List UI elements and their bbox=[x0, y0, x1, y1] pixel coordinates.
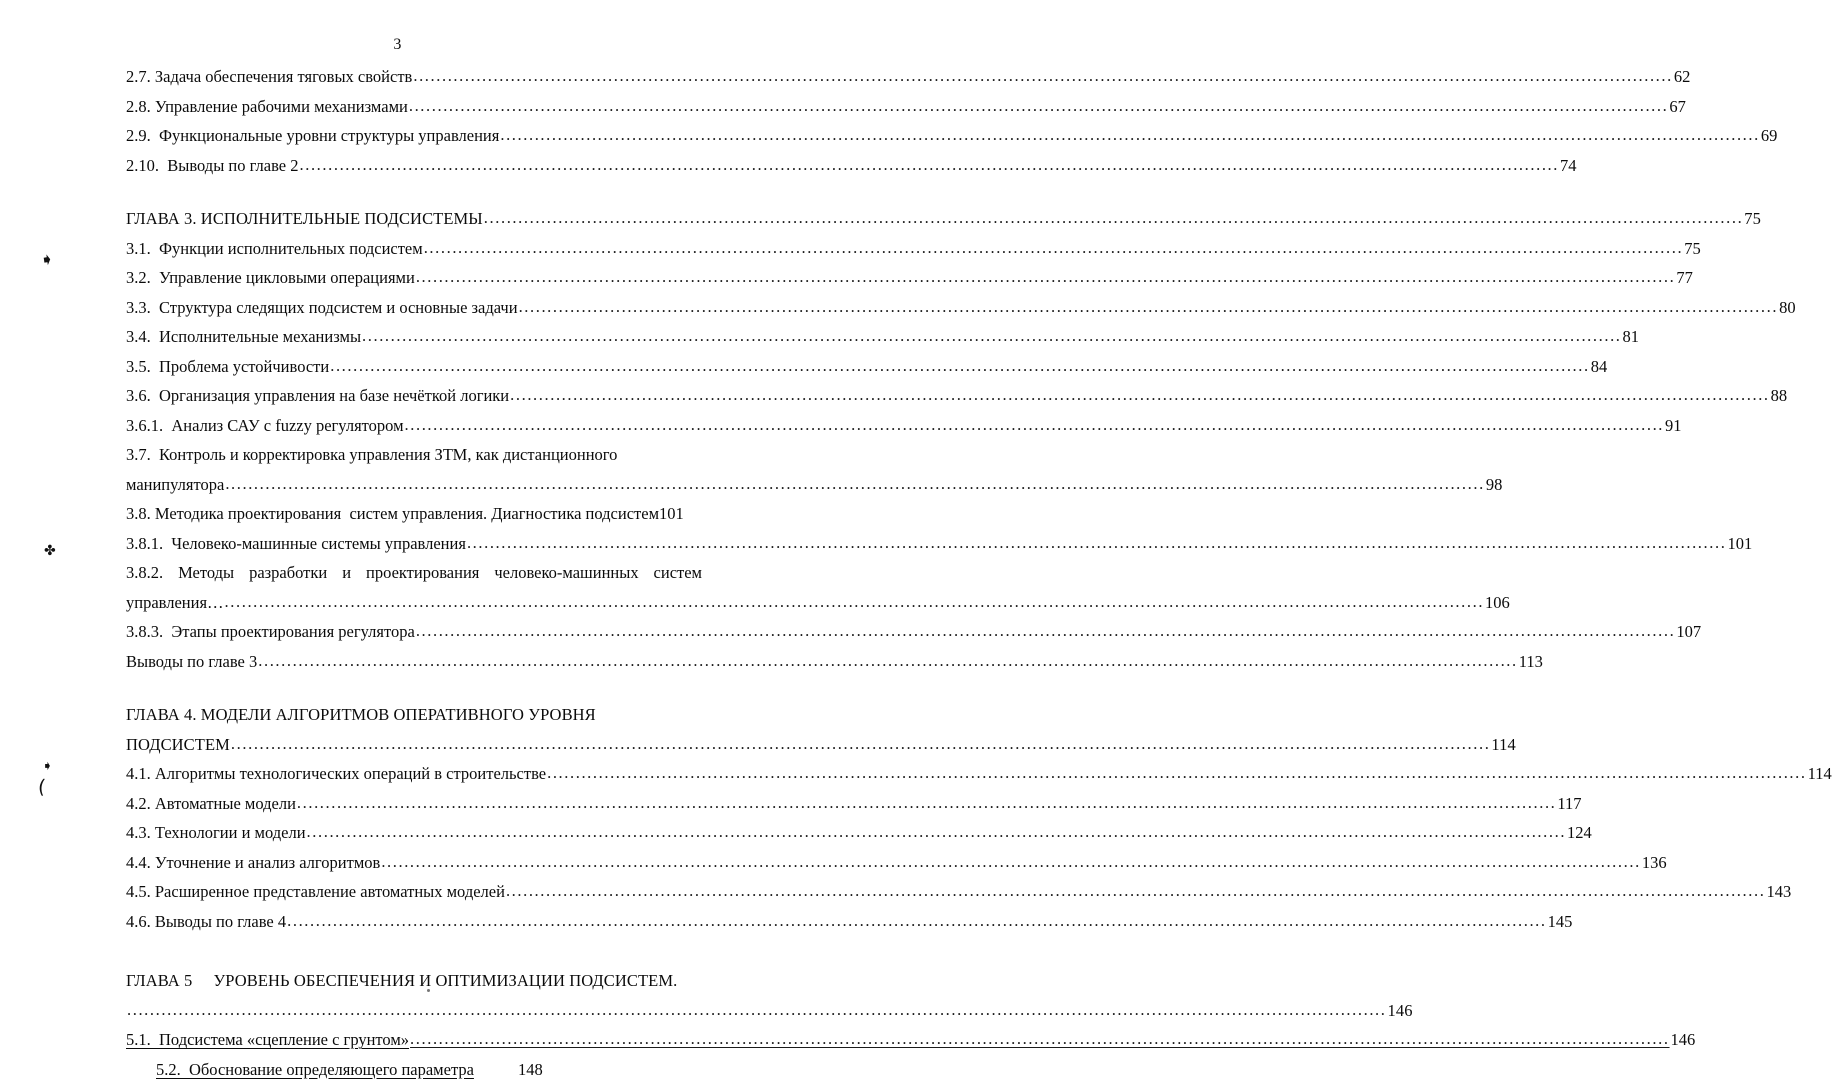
toc-entry-label: 3.8. Методика проектирования систем управления. Диагностика подсистем bbox=[126, 499, 659, 529]
dot-leader: ............................................................................................................................................................................................................................ bbox=[424, 233, 1684, 263]
toc-entry-page: 106 bbox=[1485, 588, 1510, 618]
dot-leader: ............................................................................................................................................................................................................................ bbox=[330, 351, 1590, 381]
toc-entry-label: 3.6. Организация управления на базе нечёткой логики bbox=[126, 381, 509, 411]
toc-entry-label: 3.7. Контроль и корректировка управления ЗТМ, как дистанционного bbox=[126, 440, 617, 470]
toc-entry-label: 5.1. Подсистема «сцепление с грунтом» bbox=[126, 1025, 409, 1055]
dot-leader: ............................................................................................................................................................................................................................ bbox=[484, 203, 1744, 233]
toc-entry-page: 84 bbox=[1591, 352, 1608, 382]
toc-chapter-page: 114 bbox=[1491, 730, 1515, 760]
toc-entry-word: разработки bbox=[249, 558, 327, 588]
toc-entry-3-5[interactable] bbox=[126, 352, 702, 382]
toc-entry-label: 4.4. Уточнение и анализ алгоритмов bbox=[126, 848, 380, 878]
toc-entry-label: 4.6. Выводы по главе 4 bbox=[126, 907, 286, 937]
toc-entry-page: 62 bbox=[1674, 62, 1691, 92]
toc-entry-page: 117 bbox=[1557, 789, 1581, 819]
toc-entry-3-8-2-line2[interactable] bbox=[126, 588, 702, 618]
toc-chapter-3[interactable] bbox=[126, 204, 702, 234]
toc-chapter-label-continued: ПОДСИСТЕМ bbox=[126, 730, 230, 760]
toc-entry-label-continued: управления… bbox=[126, 588, 224, 618]
toc-entry-5-1[interactable] bbox=[126, 1025, 702, 1055]
toc-entry-page: 69 bbox=[1761, 121, 1778, 151]
margin-ink-mark-1: ➧ bbox=[39, 251, 55, 270]
toc-entry-3-6[interactable] bbox=[126, 381, 702, 411]
dot-leader: ............................................................................................................................................................................................................................ bbox=[362, 321, 1622, 351]
toc-entry-label: Выводы по главе 3 bbox=[126, 647, 257, 677]
toc-entry-2-10[interactable] bbox=[126, 151, 702, 181]
toc-entry-word: Методы bbox=[178, 558, 234, 588]
toc-entry-3-8-2[interactable] bbox=[126, 558, 702, 588]
margin-ink-mark-2: ✤ bbox=[44, 544, 56, 558]
toc-entry-word: систем bbox=[654, 558, 702, 588]
dot-leader: ............................................................................................................................................................................................................................ bbox=[500, 120, 1760, 150]
toc-chapter-5-line2[interactable] bbox=[126, 996, 702, 1026]
margin-ink-mark-3: ➧ bbox=[42, 760, 53, 773]
toc-entry-word: 3.8.2. bbox=[126, 558, 163, 588]
toc-entry-page: 91 bbox=[1665, 411, 1682, 441]
dot-leader: ............................................................................................................................................................................................................................ bbox=[519, 292, 1779, 322]
toc-entry-3-4[interactable] bbox=[126, 322, 702, 352]
toc-entry-page: 114 bbox=[1808, 759, 1832, 789]
toc-entry-page: 145 bbox=[1548, 907, 1573, 937]
section-gap bbox=[126, 676, 702, 700]
toc-entry-page: 77 bbox=[1676, 263, 1693, 293]
toc-entry-page: 88 bbox=[1771, 381, 1788, 411]
dot-leader: ............................................................................................................................................................................................................................ bbox=[547, 758, 1807, 788]
toc-entry-label: 3.5. Проблема устойчивости bbox=[126, 352, 329, 382]
toc-entry-3-8-3[interactable] bbox=[126, 617, 702, 647]
toc-entry-page: 101 bbox=[1727, 529, 1752, 559]
toc-entry-page: 67 bbox=[1669, 92, 1686, 122]
dot-leader: ............................................................................................................................................................................................................................ bbox=[409, 91, 1669, 121]
toc-entry-page: 124 bbox=[1567, 818, 1592, 848]
dot-leader: ............................................................................................................................................................................................................................ bbox=[297, 788, 1557, 818]
toc-entry-page: 75 bbox=[1684, 234, 1701, 264]
toc-entry-4-5[interactable] bbox=[126, 877, 702, 907]
toc-entry-3-2[interactable] bbox=[126, 263, 702, 293]
toc-entry-2-7[interactable] bbox=[126, 62, 702, 92]
dot-leader: ............................................................................................................................................................................................................................ bbox=[413, 61, 1673, 91]
toc-entry-word: проектирования bbox=[366, 558, 479, 588]
toc-entry-label: 4.5. Расширенное представление автоматных моделей bbox=[126, 877, 505, 907]
toc-entry-page: 74 bbox=[1560, 151, 1577, 181]
toc-chapter-5-line1[interactable] bbox=[126, 966, 702, 996]
toc-entry-3-7-line2[interactable] bbox=[126, 470, 702, 500]
toc-entry-label: 3.2. Управление цикловыми операциями bbox=[126, 263, 415, 293]
toc-entry-page: 113 bbox=[1519, 647, 1543, 677]
toc-entry-chapter3-conclusions[interactable] bbox=[126, 647, 702, 677]
toc-entry-label: 2.10. Выводы по главе 2 bbox=[126, 151, 299, 181]
toc-entry-page: 80 bbox=[1779, 293, 1796, 323]
toc-entry-4-6[interactable] bbox=[126, 907, 702, 937]
toc-chapter-page: 146 bbox=[1388, 996, 1413, 1026]
toc-entry-page: 98 bbox=[1486, 470, 1503, 500]
toc-entry-label: 3.4. Исполнительные механизмы bbox=[126, 322, 361, 352]
toc-chapter-label: ГЛАВА 5 УРОВЕНЬ ОБЕСПЕЧЕНИЯ И ОПТИМИЗАЦИИ ПОДСИСТЕМ. bbox=[126, 966, 677, 996]
toc-chapter-label: ГЛАВА 4. МОДЕЛИ АЛГОРИТМОВ ОПЕРАТИВНОГО УРОВНЯ bbox=[126, 700, 596, 730]
document-page bbox=[0, 0, 795, 1022]
toc-entry-label-continued: манипулятора bbox=[126, 470, 224, 500]
toc-entry-3-3[interactable] bbox=[126, 293, 702, 323]
toc-entry-word: человеко-машинных bbox=[494, 558, 638, 588]
dot-leader: ............................................................................................................................................................................................................................ bbox=[410, 1024, 1670, 1054]
dot-leader: ............................................................................................................................................................................................................................ bbox=[127, 995, 1387, 1025]
toc-chapter-label: ГЛАВА 3. ИСПОЛНИТЕЛЬНЫЕ ПОДСИСТЕМЫ bbox=[126, 204, 483, 234]
toc-entry-label: 3.1. Функции исполнительных подсистем bbox=[126, 234, 423, 264]
toc-entry-label: 2.8. Управление рабочими механизмами bbox=[126, 92, 408, 122]
toc-entry-page: 143 bbox=[1766, 877, 1791, 907]
section-gap bbox=[126, 180, 702, 204]
toc-entry-3-1[interactable] bbox=[126, 234, 702, 264]
dot-leader: ............................................................................................................................................................................................................................ bbox=[225, 587, 1485, 617]
toc-chapter-page: 75 bbox=[1744, 204, 1761, 234]
toc-entry-2-8[interactable] bbox=[126, 92, 702, 122]
dot-leader: ............................................................................................................................................................................................................................ bbox=[300, 150, 1560, 180]
page-number: 3 bbox=[0, 36, 795, 54]
toc-chapter-4-line1[interactable] bbox=[126, 700, 702, 730]
toc-entry-label: 3.3. Структура следящих подсистем и основные задачи bbox=[126, 293, 518, 323]
toc-entry-label: 2.9. Функциональные уровни структуры управления bbox=[126, 121, 499, 151]
toc-entry-label: 2.7. Задача обеспечения тяговых свойств bbox=[126, 62, 412, 92]
toc-entry-page: 81 bbox=[1623, 322, 1640, 352]
dot-leader: ............................................................................................................................................................................................................................ bbox=[258, 646, 1518, 676]
dot-leader: ............................................................................................................................................................................................................................ bbox=[405, 410, 1665, 440]
toc-entry-5-2[interactable] bbox=[126, 1055, 702, 1084]
toc-entry-4-2[interactable] bbox=[126, 789, 702, 819]
toc-entry-page: 148 bbox=[474, 1055, 543, 1084]
toc-entry-3-8-1[interactable] bbox=[126, 529, 702, 559]
toc-entry-4-1[interactable] bbox=[126, 759, 702, 789]
dot-leader: ............................................................................................................................................................................................................................ bbox=[416, 616, 1676, 646]
toc-entry-label: 4.1. Алгоритмы технологических операций в строительстве bbox=[126, 759, 546, 789]
toc-entry-2-9[interactable] bbox=[126, 121, 702, 151]
dot-leader: ............................................................................................................................................................................................................................ bbox=[231, 729, 1491, 759]
toc-entry-label: 5.2. Обоснование определяющего параметра bbox=[156, 1055, 474, 1084]
table-of-contents bbox=[126, 62, 702, 1084]
toc-entry-label: 3.8.3. Этапы проектирования регулятора bbox=[126, 617, 415, 647]
dot-leader: ............................................................................................................................................................................................................................ bbox=[307, 817, 1567, 847]
toc-entry-page: 107 bbox=[1676, 617, 1701, 647]
toc-entry-3-6-1[interactable] bbox=[126, 411, 702, 441]
section-gap bbox=[126, 936, 702, 966]
toc-entry-page: 136 bbox=[1642, 848, 1667, 878]
dot-leader: ............................................................................................................................................................................................................................ bbox=[381, 847, 1641, 877]
dot-leader: ............................................................................................................................................................................................................................ bbox=[225, 469, 1485, 499]
toc-entry-4-3[interactable] bbox=[126, 818, 702, 848]
dot-leader: ............................................................................................................................................................................................................................ bbox=[506, 876, 1766, 906]
dot-leader: ............................................................................................................................................................................................................................ bbox=[287, 906, 1547, 936]
margin-ink-mark-4: ( bbox=[37, 778, 46, 798]
toc-entry-page: 146 bbox=[1671, 1025, 1696, 1055]
toc-entry-justified-line bbox=[126, 558, 702, 588]
toc-chapter-4-line2[interactable] bbox=[126, 730, 702, 760]
toc-entry-label: 4.2. Автоматные модели bbox=[126, 789, 296, 819]
dot-leader: ............................................................................................................................................................................................................................ bbox=[467, 528, 1727, 558]
dot-leader: ............................................................................................................................................................................................................................ bbox=[510, 380, 1770, 410]
toc-entry-label: 3.8.1. Человеко-машинные системы управления bbox=[126, 529, 466, 559]
toc-entry-page: 101 bbox=[659, 499, 684, 529]
toc-entry-word: и bbox=[342, 558, 351, 588]
toc-entry-label: 4.3. Технологии и модели bbox=[126, 818, 306, 848]
toc-entry-3-8[interactable] bbox=[126, 499, 702, 529]
toc-entry-3-7-line1[interactable] bbox=[126, 440, 702, 470]
toc-entry-label: 3.6.1. Анализ САУ с fuzzy регулятором bbox=[126, 411, 404, 441]
toc-entry-4-4[interactable] bbox=[126, 848, 702, 878]
dot-leader: ............................................................................................................................................................................................................................ bbox=[416, 262, 1676, 292]
